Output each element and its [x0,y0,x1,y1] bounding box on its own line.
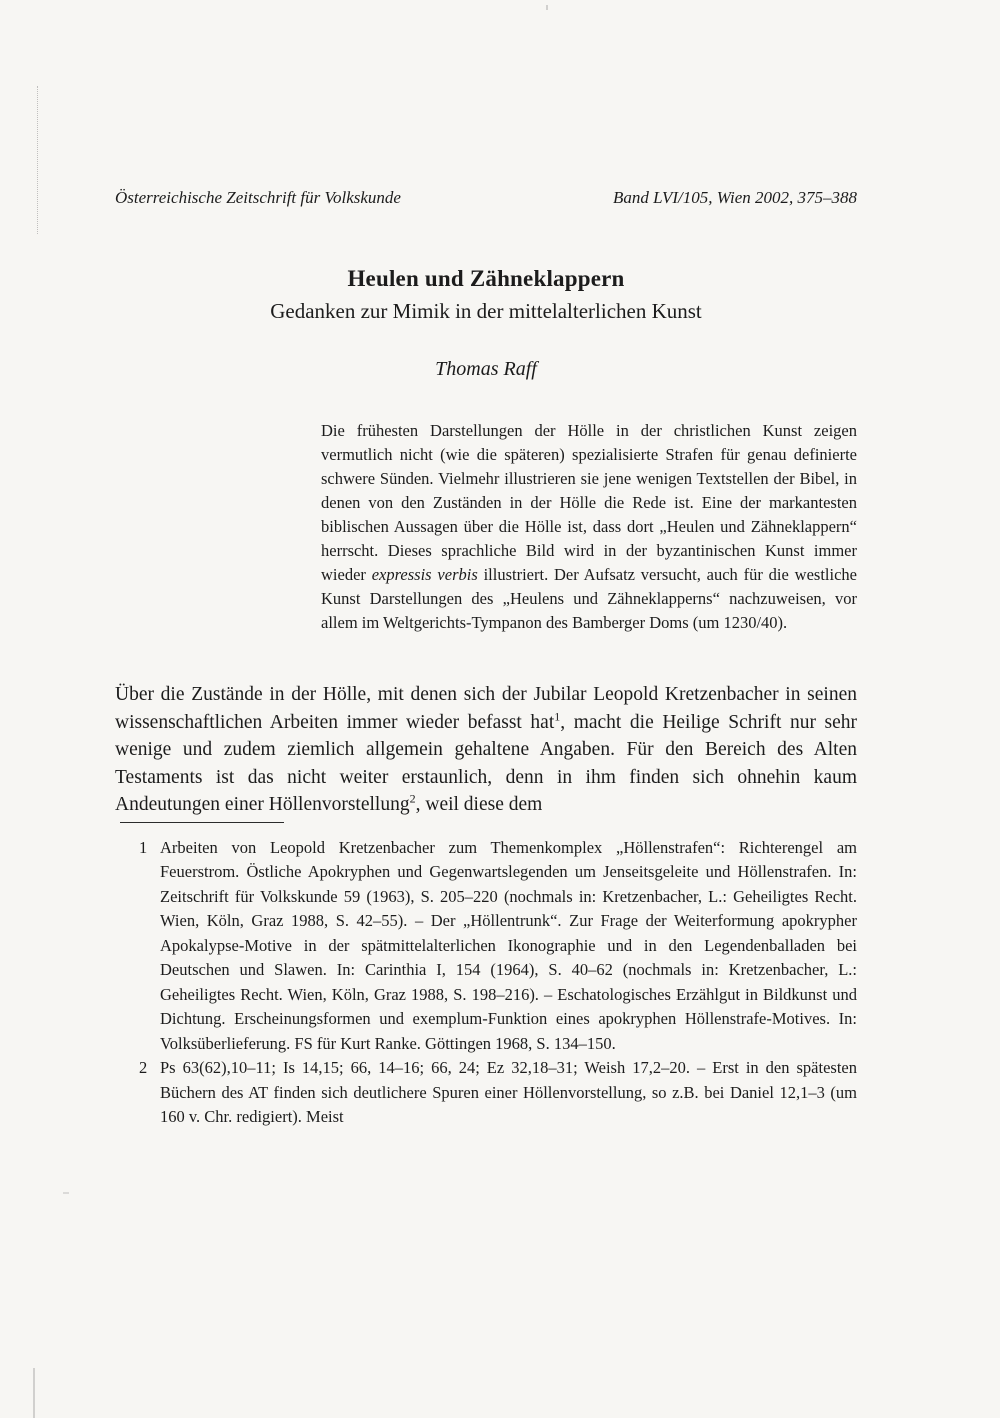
footnote-2 [115,1056,857,1130]
footnote-marker: 1 [139,837,148,857]
scan-artifact [63,1192,69,1194]
footnote-separator [120,822,284,823]
footnote-ref-1: 1 [554,709,561,723]
scan-artifact [37,86,38,234]
footnotes-section [115,836,857,1130]
body-text-seg2: , macht die Heilige Schrift nur sehr wenige und zudem ziemlich allgemein gehaltene Angaben. Für den Bereich des Alten Testaments ist das nicht weiter erstaunlich, denn in ihm finden sich ohnehin kaum Andeutungen einer Höllenvorstellung [115,711,857,815]
journal-header [115,188,857,208]
abstract-paragraph [321,419,857,635]
abstract-text-part2: illustriert. Der Aufsatz versucht, auch für die westliche Kunst Darstellungen des „Heulens und Zähneklapperns“ nachzuweisen, vor allem im Weltgerichts-Tympanon des Bamberger Doms (um 1230/40). [321,565,857,632]
scan-artifact [33,1368,35,1418]
abstract-italic-phrase: expressis verbis [371,565,478,584]
footnote-text: Ps 63(62),10–11; Is 14,15; 66, 14–16; 66, 24; Ez 32,18–31; Weish 17,2–20. – Erst in den spätesten Büchern des AT finden sich deutlichere Spuren einer Höllenvorstellung, so z.B. bei Daniel 12,1–3 (um 160 v. Chr. redigiert). Meist [160,1058,857,1126]
footnote-1 [115,836,857,1057]
body-text-seg3: , weil diese dem [415,794,543,815]
author-name: Thomas Raff [435,358,537,380]
footnote-ref-2: 2 [409,791,416,806]
footnote-text: Arbeiten von Leopold Kretzenbacher zum Themenkomplex „Höllenstrafen“: Richterengel am Feuerstrom. Östliche Apokryphen und Gegenwartslegenden um Jenseitsgeleite und Höllenstrafen. In: Zeitschrift für Volkskunde 59 (1963), S. 205–220 (nochmals in: Kretzenbacher, L.: Geheiligtes Recht. Wien, Köln, Graz 1988, S. 42–55). – Der „Höllentrunk“. Zur Frage der Weiterformung apokrypher Apokalypse-Motive in der spätmittelalterlichen Ikonographie und in den Legendenballaden bei Deutschen und Slawen. In: Carinthia I, 154 (1964), S. 40–62 (nochmals in: Kretzenbacher, L.: Geheiligtes Recht. Wien, Köln, Graz 1988, S. 198–216). – Eschatologisches Erzählgut in Bildkunst und Dichtung. Erscheinungsformen und exemplum-Funktion eines apokryphen Höllenstrafe-Motives. In: Volksüberlieferung. FS für Kurt Ranke. Göttingen 1968, S. 134–150. [160,837,857,1053]
page-content [115,0,857,1130]
issue-info: Band LVI/105, Wien 2002, 375–388 [613,188,857,207]
article-subtitle: Gedanken zur Mimik in der mittelalterlichen Kunst [270,299,702,323]
footnote-marker: 2 [139,1058,148,1077]
body-paragraph [115,681,857,819]
abstract-text-part1: Die frühesten Darstellungen der Hölle in der christlichen Kunst zeigen vermutlich nicht (wie die späteren) spezialisierte Strafen für genau definierte schwere Sünden. Vielmehr illustrieren sie jene wenigen Textstellen der Bibel, in denen von den Zuständen in der Hölle die Rede ist. Eine der markantesten biblischen Aussagen über die Hölle ist, dass dort „Heulen und Zähneklappern“ herrscht. Dieses sprachliche Bild wird in der byzantinischen Kunst immer wieder [321,421,857,584]
journal-name: Österreichische Zeitschrift für Volkskunde [115,188,401,207]
body-text-seg1: Über die Zustände in der Hölle, mit denen sich der Jubilar Leopold Kretzenbacher in seinen wissenschaftlichen Arbeiten immer wieder befasst hat [115,684,857,733]
article-title: Heulen und Zähneklappern [347,266,625,291]
